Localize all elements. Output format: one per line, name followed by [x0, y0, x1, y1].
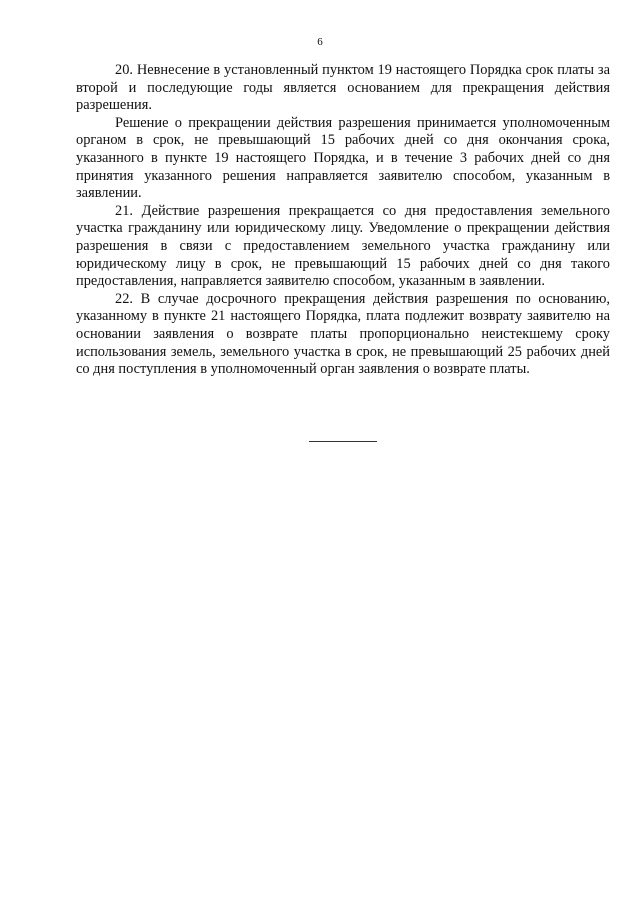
end-divider-line	[309, 441, 377, 442]
document-body	[76, 62, 610, 379]
paragraph-20-decision: Решение о прекращении действия разрешения принимается уполномоченным органом в срок, не превышающий 15 рабочих дней со дня окончания срока, указанного в пункте 19 настоящего Порядка, и в течение 3 рабочих дней со дня принятия указанного решения направляется заявителю способом, указанным в заявлении.	[76, 114, 610, 202]
paragraph-21: 21. Действие разрешения прекращается со дня предоставления земельного участка гражданину или юридическому лицу. Уведомление о прекращении действия разрешения в связи с предоставлением земельного участка гражданину или юридическому лицу в срок, не превышающий 15 рабочих дней со дня такого предоставления, направляется заявителю способом, указанным в заявлении.	[76, 202, 610, 290]
paragraph-22: 22. В случае досрочного прекращения действия разрешения по основанию, указанному в пункте 21 настоящего Порядка, плата подлежит возврату заявителю на основании заявления о возврате платы пропорционально неистекшему сроку использования земель, земельного участка в срок, не превышающий 25 рабочих дней со дня поступления в уполномоченный орган заявления о возврате платы.	[76, 290, 610, 378]
page-number: 6	[317, 36, 323, 48]
paragraph-20: 20. Невнесение в установленный пунктом 19 настоящего Порядка срок платы за второй и последующие годы является основанием для прекращения действия разрешения.	[76, 62, 610, 114]
